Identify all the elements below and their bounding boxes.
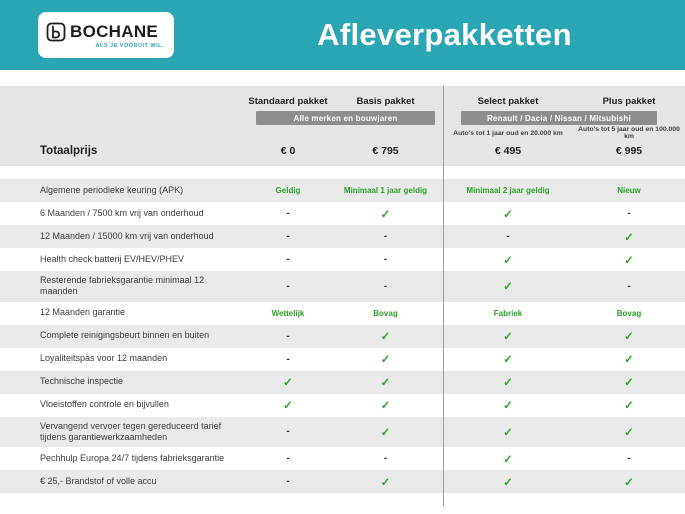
column-plus-pakket: Plus pakket: [602, 95, 656, 107]
badge-merken-rechts: Renault / Dacia / Nissan / Mitsubishi: [461, 111, 657, 125]
total-price-label: Totaalprijs: [40, 145, 98, 157]
check-icon: ✓: [283, 400, 293, 412]
logo-row: [46, 22, 164, 42]
table-row: [0, 447, 685, 470]
price-plus: € 995: [615, 145, 643, 157]
check-icon: ✓: [624, 400, 634, 412]
check-icon: ✓: [503, 354, 513, 366]
table-row: [0, 202, 685, 225]
price-standaard: € 0: [280, 145, 296, 157]
subtitle-select: Auto's tot 1 jaar oud en 20.000 km: [453, 129, 563, 137]
check-icon: ✓: [380, 354, 391, 366]
feature-label: Resterende fabrieksgarantie minimaal 12 maanden: [40, 275, 205, 297]
check-icon: ✓: [380, 400, 391, 412]
feature-label: Health check batterij EV/HEV/PHEV: [40, 253, 185, 264]
total-price-row: [0, 138, 685, 164]
feature-label: Pechhulp Europa 24/7 tijdens fabrieksgarantie: [40, 452, 225, 463]
badge-alle-merken: Alle merken en bouwjaren: [256, 111, 435, 125]
dash-value: -: [286, 254, 290, 265]
column-headers: [0, 92, 685, 110]
check-icon: ✓: [624, 476, 634, 489]
dash-value: -: [383, 231, 388, 242]
text-value: Wettelijk: [271, 308, 305, 318]
dash-value: -: [286, 453, 290, 464]
feature-label: Vervangend vervoer tegen gereduceerd tarief tijdens garantiewerkzaamheden: [40, 420, 222, 442]
check-icon: ✓: [503, 208, 513, 221]
column-basis-pakket: Basis pakket: [356, 95, 415, 107]
table-row: [0, 325, 685, 348]
dash-value: -: [286, 426, 290, 438]
check-icon: ✓: [624, 254, 634, 267]
text-value: Minimaal 1 jaar geldig: [343, 186, 428, 195]
logo-tagline: ALS JE VOORUIT WIL.: [95, 43, 164, 49]
check-icon: ✓: [624, 377, 634, 389]
table-row: [0, 248, 685, 271]
check-icon: ✓: [624, 331, 634, 343]
table-row: [0, 225, 685, 248]
feature-label: 12 Maanden / 15000 km vrij van onderhoud: [40, 230, 214, 241]
page-title: Afleverpakketten: [317, 17, 572, 52]
feature-label: Vloeistoffen controle en bijvullen: [40, 399, 169, 410]
price-select: € 495: [494, 145, 522, 157]
check-icon: ✓: [380, 426, 391, 439]
table-header: [0, 86, 685, 166]
dash-value: -: [627, 208, 631, 219]
feature-rows: [0, 179, 685, 493]
logo-text: BOCHANE: [70, 22, 159, 41]
dash-value: -: [506, 231, 510, 242]
check-icon: ✓: [503, 453, 513, 466]
text-value: Minimaal 2 jaar geldig: [466, 186, 550, 195]
bochane-logo[interactable]: [38, 12, 174, 58]
text-value: Nieuw: [617, 186, 641, 195]
dash-value: -: [627, 453, 631, 464]
check-icon: ✓: [624, 426, 634, 439]
table-row: [0, 394, 685, 417]
feature-label: 12 Maanden garantie: [40, 307, 126, 318]
table-row: [0, 417, 685, 448]
dash-value: -: [286, 231, 290, 242]
check-icon: ✓: [503, 377, 513, 389]
table-row: [0, 470, 685, 493]
dash-value: -: [286, 353, 290, 365]
feature-label: Technische inspectie: [40, 376, 124, 387]
subtitles-row: [0, 126, 685, 138]
feature-label: Algemene periodieke keuring (APK): [40, 184, 184, 195]
check-icon: ✓: [380, 476, 391, 489]
check-icon: ✓: [503, 426, 513, 439]
bochane-logo-icon: [46, 22, 66, 42]
check-icon: ✓: [624, 354, 634, 366]
feature-label: 6 Maanden / 7500 km vrij van onderhoud: [40, 207, 204, 218]
text-value: Bovag: [373, 308, 398, 318]
table-row: [0, 271, 685, 302]
check-icon: ✓: [503, 254, 513, 267]
check-icon: ✓: [624, 231, 634, 244]
check-icon: ✓: [503, 281, 513, 294]
text-value: Fabriek: [493, 308, 523, 318]
table-row: [0, 348, 685, 371]
dash-value: -: [383, 280, 388, 292]
check-icon: ✓: [380, 331, 391, 343]
dash-value: -: [383, 254, 388, 265]
table-row: [0, 371, 685, 394]
text-value: Geldig: [275, 186, 301, 195]
dash-value: -: [383, 453, 388, 464]
dash-value: -: [286, 330, 290, 342]
header-bar: [0, 0, 685, 70]
table-row: [0, 302, 685, 325]
feature-label: € 25,- Brandstof of volle accu: [40, 475, 157, 486]
check-icon: ✓: [283, 377, 293, 389]
check-icon: ✓: [503, 476, 513, 489]
subtitle-plus: Auto's tot 5 jaar oud en 100.000 km: [578, 126, 680, 140]
check-icon: ✓: [380, 208, 391, 221]
check-icon: ✓: [380, 377, 391, 389]
dash-value: -: [286, 476, 290, 487]
dash-value: -: [286, 280, 290, 292]
price-basis: € 795: [372, 145, 399, 157]
check-icon: ✓: [503, 331, 513, 343]
text-value: Bovag: [616, 308, 642, 318]
column-select-pakket: Select pakket: [477, 95, 539, 107]
column-divider: [443, 86, 444, 506]
badges-row: [0, 110, 685, 126]
feature-label: Loyaliteitspas voor 12 maanden: [40, 353, 168, 364]
feature-label: Complete reinigingsbeurt binnen en buiten: [40, 330, 210, 341]
dash-value: -: [627, 280, 631, 292]
column-standaard-pakket: Standaard pakket: [248, 95, 328, 107]
check-icon: ✓: [503, 400, 513, 412]
table-row: [0, 179, 685, 202]
dash-value: -: [286, 208, 290, 219]
